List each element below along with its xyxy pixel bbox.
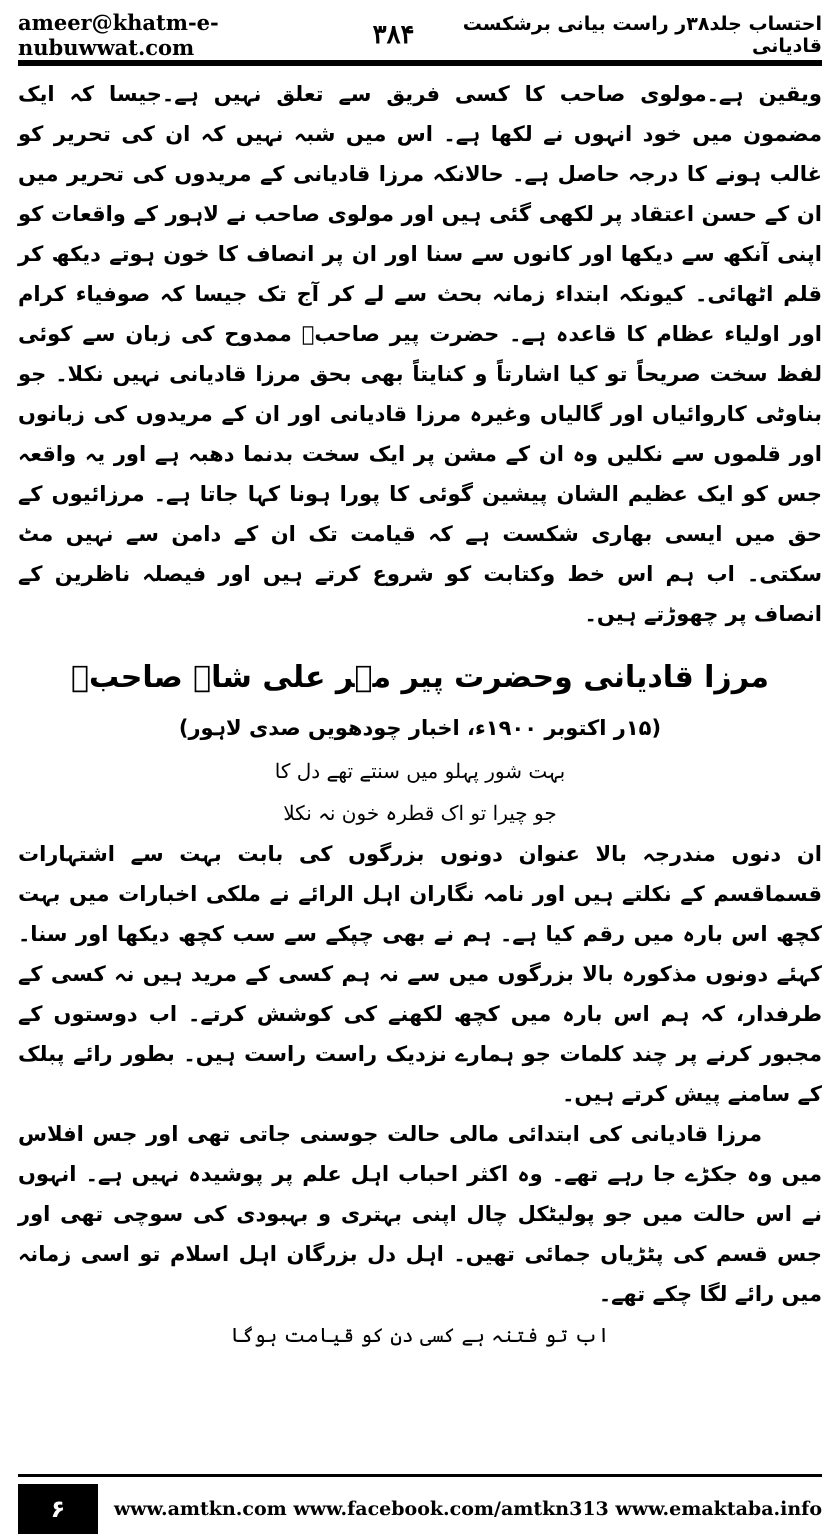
page-body (18, 74, 822, 1356)
section-heading: مرزا قادیانی وحضرت پیر مہر علی شاہ صاحبؒ (71, 660, 769, 695)
footer-page-number: ۶ (18, 1484, 98, 1534)
header-divider (18, 60, 822, 66)
page-footer (18, 1484, 822, 1534)
verse-line-1: بہت شور پہلو میں سنتے تھے دل کا (274, 759, 566, 783)
header-email: ameer@khatm-e-nubuwwat.com (18, 10, 219, 60)
footer-divider (18, 1474, 822, 1477)
body-paragraph-3: مرزا قادیانی کی ابتدائی مالی حالت جوسنی جاتی تھی اور جس افلاس میں وہ جکڑے جا رہے تھے۔ وہ اکثر احباب اہل علم پر پوشیدہ نہیں ہے۔ انہوں نے اس حالت میں جو پولیٹکل چال اپنی بہتری و بہبودی کی سوچی تھی اور جس قسم کی پٹڑیاں جمائی تھیں۔ اہل دل بزرگان اہل اسلام تو اسی زمانہ میں رائے لگا چکے تھے۔ (18, 1122, 822, 1306)
body-paragraph-1: ویقین ہے۔مولوی صاحب کا کسی فریق سے تعلق نہیں ہے۔جیسا کہ ایک مضمون میں خود انہوں نے لکھا ہے۔ اس میں شبہ نہیں کہ ان کی تحریر کو غالب ہونے کا درجہ حاصل ہے۔ حالانکہ مرزا قادیانی کے مریدوں کی تحریر میں ان کے حسن اعتقاد پر لکھی گئی ہیں اور مولوی صاحب نے لاہور کے واقعات کو اپنی آنکھ سے دیکھا اور کانوں سے سنا اور ان پر انصاف کا خون ہوتے دیکھ کر قلم اٹھائی۔ کیونکہ ابتداء زمانہ بحث سے لے کر آج تک جیسا کہ صوفیاء کرام اور اولیاء عظام کا قاعدہ ہے۔ حضرت پیر صاحبؒ ممدوح کی زبان سے کوئی لفظ سخت صریحاً تو کیا اشارتاً و کنایتاً بھی بحق مرزا قادیانی نہیں نکلا۔ جو بناوٹی کاروائیاں اور گالیاں وغیرہ مرزا قادیانی اور ان کے مریدوں کی زبانوں اور قلموں سے نکلیں وہ ان کے مشن پر ایک سخت بدنما دھبہ ہے اور یہ واقعہ جس کو ایک عظیم الشان پیشین گوئی کا پورا ہونا کہا جاتا ہے۔ مرزائیوں کے حق میں ایسی بھاری شکست ہے کہ قیامت تک ان کے دامن سے نہیں مٹ سکتی۔ اب ہم اس خط وکتابت کو شروع کرتے ہیں اور فیصلہ ناظرین کے انصاف پر چھوڑتے ہیں۔ (18, 82, 822, 626)
header-book-title: احتساب جلد۳۸ر راست بیانی برشکست قادیانی (462, 13, 822, 57)
verse-line-2: جو چیرا تو اک قطرہ خون نہ نکلا (283, 801, 557, 825)
section-subheading: (۱۵ر اکتوبر ۱۹۰۰ء، اخبار چودھویں صدی لاہور) (178, 716, 662, 740)
footer-links[interactable]: www.amtkn.com www.facebook.com/amtkn313 www.emaktaba.info (113, 1498, 822, 1520)
page-header (18, 10, 822, 60)
closing-verse: اب تو فتنہ ہے کسی دن کو قیامت ہوگا (230, 1323, 610, 1347)
header-page-number: ۳۸۴ (372, 20, 415, 50)
body-paragraph-2: ان دنوں مندرجہ بالا عنوان دونوں بزرگوں کی بابت بہت سے اشتہارات قسماقسم کے نکلتے ہیں اور نامہ نگاران اہل الرائے نے ملکی اخبارات میں بہت کچھ اس بارہ میں رقم کیا ہے۔ ہم نے بھی چپکے سے سب کچھ دیکھا اور سنا۔ کہئے دونوں مذکورہ بالا بزرگوں میں سے نہ ہم کسی کے مرید ہیں نہ کسی کے طرفدار، کہ ہم اس بارہ میں کچھ لکھنے کی کوشش کرتے۔ اب دوستوں کے مجبور کرنے پر چند کلمات جو ہمارے نزدیک راست راست ہیں۔ بطور رائے پبلک کے سامنے پیش کرتے ہیں۔ (18, 842, 822, 1106)
